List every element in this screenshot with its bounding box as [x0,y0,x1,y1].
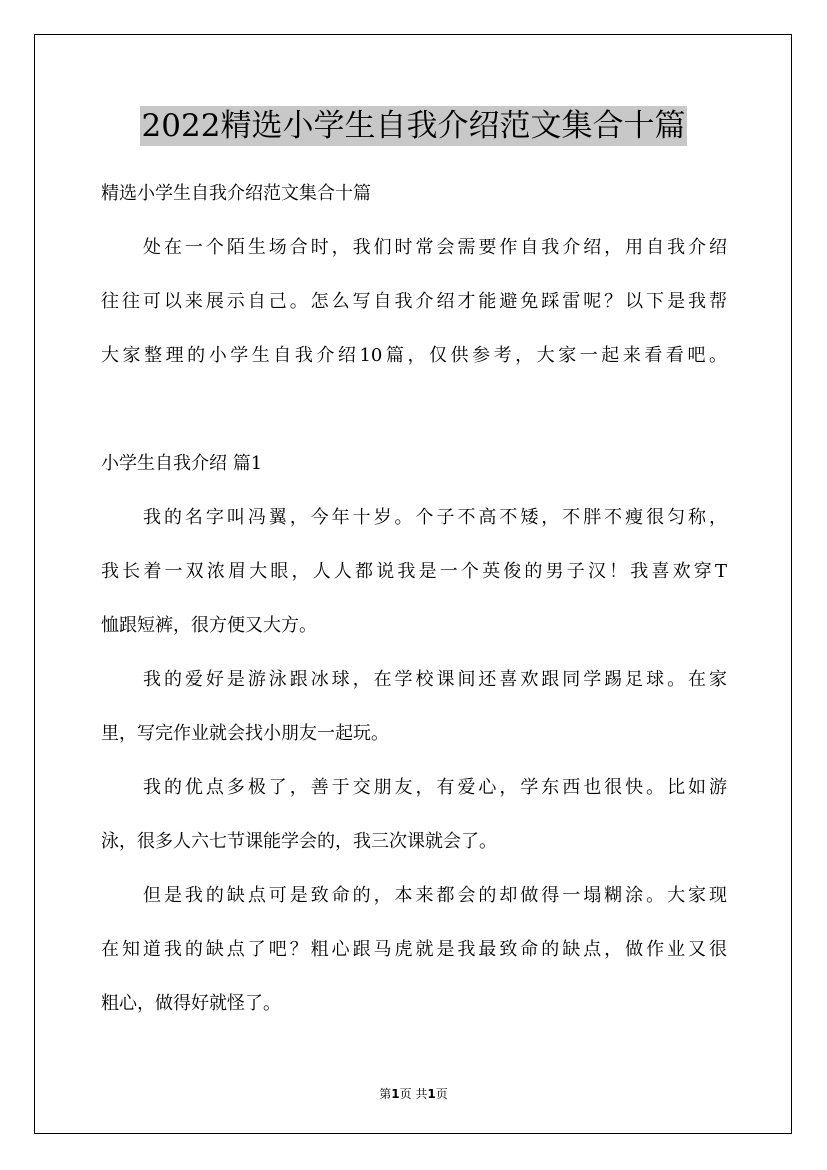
paragraph-line: 但是我的缺点可是致命的，本来都会的却做得一塌糊涂。大家现 [143,885,727,906]
footer-total-pages: 1 [427,1087,436,1101]
paragraph-line: 里，写完作业就会找小朋友一起玩。 [101,723,389,744]
footer-prefix: 第 [379,1087,392,1101]
page-footer [0,1085,827,1102]
paragraph-line: 我的爱好是游泳跟冰球，在学校课间还喜欢跟同学踢足球。在家 [143,669,727,690]
subtitle: 精选小学生自我介绍范文集合十篇 [101,183,371,204]
footer-mid: 页 共 [399,1087,428,1101]
title-text: 2022精选小学生自我介绍范文集合十篇 [141,108,686,144]
paragraph-line: 我的名字叫冯翼，今年十岁。个子不高不矮，不胖不瘦很匀称， [143,507,727,528]
paragraph-line: 恤跟短裤，很方便又大方。 [101,615,317,636]
paragraph-line: 我长着一双浓眉大眼，人人都说我是一个英俊的男子汉！我喜欢穿T [101,561,727,582]
paragraph-line: 我的优点多极了，善于交朋友，有爱心，学东西也很快。比如游 [143,777,727,798]
paragraph-line: 泳，很多人六七节课能学会的，我三次课就会了。 [101,831,497,852]
paragraph-line: 在知道我的缺点了吧？粗心跟马虎就是我最致命的缺点，做作业又很 [101,939,727,960]
section-heading: 小学生自我介绍 篇1 [101,453,263,474]
footer-suffix: 页 [435,1087,448,1101]
intro-line: 往往可以来展示自己。怎么写自我介绍才能避免踩雷呢？以下是我帮 [101,291,727,312]
intro-line: 大家整理的小学生自我介绍10篇，仅供参考，大家一起来看看吧。 [101,345,727,366]
document-title [0,100,827,145]
intro-line: 处在一个陌生场合时，我们时常会需要作自我介绍，用自我介绍 [143,237,727,258]
footer-page-number: 1 [391,1087,400,1101]
paragraph-line: 粗心，做得好就怪了。 [101,993,281,1014]
